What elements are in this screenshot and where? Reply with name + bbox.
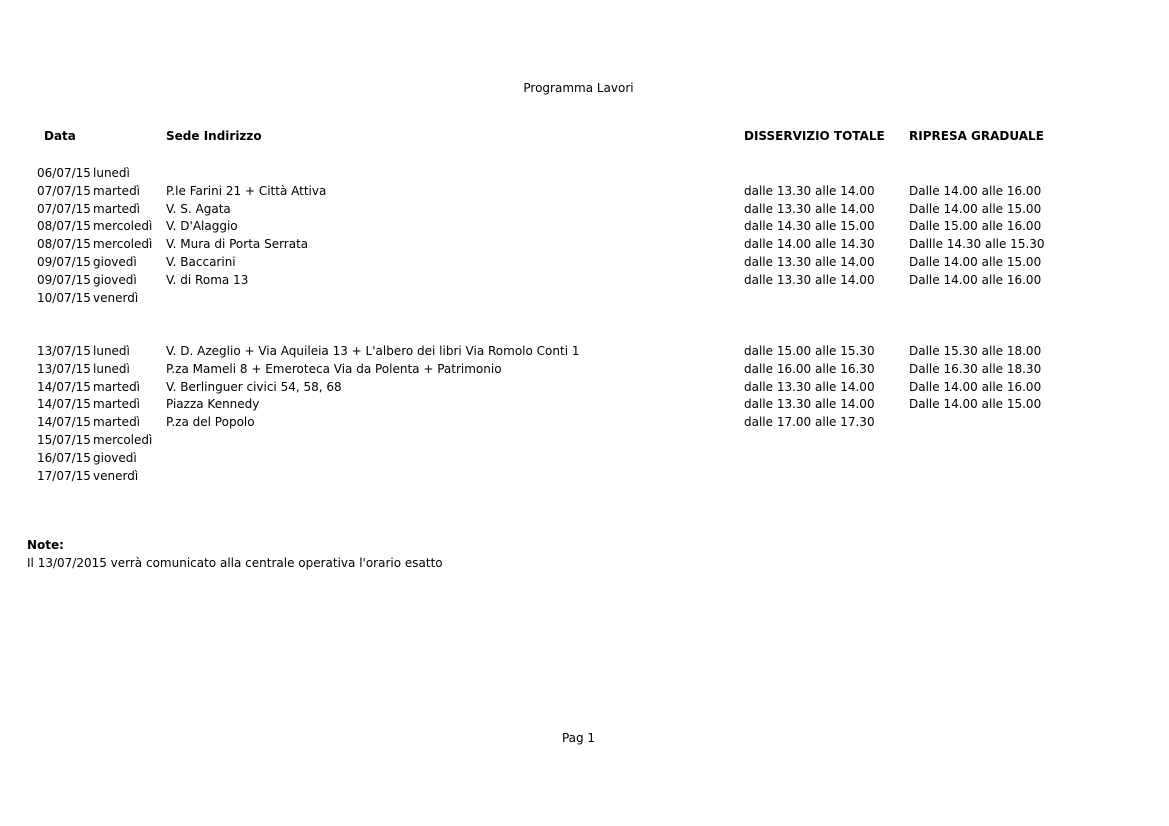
table-row <box>0 165 1169 183</box>
row-ripresa: Dallle 14.30 alle 15.30 <box>909 237 1045 252</box>
table-row <box>0 379 1169 397</box>
row-ripresa: Dalle 15.00 alle 16.00 <box>909 219 1042 234</box>
row-disservizio: dalle 13.30 alle 14.00 <box>744 397 875 412</box>
row-disservizio: dalle 16.00 alle 16.30 <box>744 361 875 376</box>
row-ripresa: Dalle 14.00 alle 15.00 <box>909 254 1042 269</box>
table-row <box>0 272 1169 290</box>
row-day: martedì <box>93 415 141 430</box>
row-address: V. di Roma 13 <box>166 272 249 287</box>
row-address: P.za del Popolo <box>166 415 255 430</box>
row-disservizio: dalle 13.30 alle 14.00 <box>744 379 875 394</box>
table-row <box>0 361 1169 379</box>
row-day: martedì <box>93 183 141 198</box>
row-day: venerdì <box>93 468 139 483</box>
row-address: V. S. Agata <box>166 201 231 216</box>
row-disservizio: dalle 13.30 alle 14.00 <box>744 183 875 198</box>
row-address: Piazza Kennedy <box>166 397 260 412</box>
row-day: mercoledì <box>93 432 153 447</box>
table-row <box>0 432 1169 450</box>
table-row <box>0 343 1169 361</box>
row-ripresa: Dalle 14.00 alle 15.00 <box>909 397 1042 412</box>
row-disservizio: dalle 14.30 alle 15.00 <box>744 219 875 234</box>
row-address: V. Baccarini <box>166 254 236 269</box>
row-ripresa: Dalle 14.00 alle 16.00 <box>909 272 1042 287</box>
page-number: Pag 1 <box>561 731 596 745</box>
row-day: giovedì <box>93 254 137 269</box>
row-disservizio: dalle 13.30 alle 14.00 <box>744 272 875 287</box>
row-day: mercoledì <box>93 219 153 234</box>
row-date: 14/07/15 <box>37 415 91 430</box>
row-address: V. Mura di Porta Serrata <box>166 237 309 252</box>
table-row <box>0 218 1169 236</box>
row-day: venerdì <box>93 290 139 305</box>
table-row <box>0 290 1169 308</box>
row-address: V. D'Alaggio <box>166 219 238 234</box>
row-ripresa: Dalle 15.30 alle 18.00 <box>909 343 1042 358</box>
row-date: 09/07/15 <box>37 272 91 287</box>
row-address: V. Berlinguer civici 54, 58, 68 <box>166 379 342 394</box>
row-date: 07/07/15 <box>37 183 91 198</box>
row-date: 07/07/15 <box>37 201 91 216</box>
row-date: 15/07/15 <box>37 432 91 447</box>
row-ripresa: Dalle 14.00 alle 16.00 <box>909 183 1042 198</box>
row-day: giovedì <box>93 450 137 465</box>
row-day: lunedì <box>93 361 130 376</box>
note-label: Note: <box>27 538 64 552</box>
row-day: giovedì <box>93 272 137 287</box>
row-date: 13/07/15 <box>37 343 91 358</box>
row-date: 08/07/15 <box>37 237 91 252</box>
row-date: 14/07/15 <box>37 397 91 412</box>
row-date: 08/07/15 <box>37 219 91 234</box>
header-ripresa-graduale: RIPRESA GRADUALE <box>909 129 1044 143</box>
row-address: P.le Farini 21 + Città Attiva <box>166 183 327 198</box>
table-row <box>0 183 1169 201</box>
row-date: 17/07/15 <box>37 468 91 483</box>
row-date: 16/07/15 <box>37 450 91 465</box>
row-disservizio: dalle 15.00 alle 15.30 <box>744 343 875 358</box>
row-date: 13/07/15 <box>37 361 91 376</box>
schedule-table <box>0 165 1169 485</box>
row-day: martedì <box>93 201 141 216</box>
table-row <box>0 414 1169 432</box>
table-row <box>0 236 1169 254</box>
table-row <box>0 450 1169 468</box>
page-title: Programma Lavori <box>523 81 634 95</box>
table-row <box>0 468 1169 486</box>
row-disservizio: dalle 13.30 alle 14.00 <box>744 254 875 269</box>
row-disservizio: dalle 13.30 alle 14.00 <box>744 201 875 216</box>
row-date: 14/07/15 <box>37 379 91 394</box>
table-row <box>0 396 1169 414</box>
note-text: Il 13/07/2015 verrà comunicato alla centrale operativa l'orario esatto <box>27 556 443 570</box>
row-ripresa: Dalle 14.00 alle 15.00 <box>909 201 1042 216</box>
row-date: 06/07/15 <box>37 166 91 180</box>
header-sede-indirizzo: Sede Indirizzo <box>166 129 262 143</box>
row-date: 09/07/15 <box>37 254 91 269</box>
row-day: mercoledì <box>93 237 153 252</box>
row-disservizio: dalle 14.00 alle 14.30 <box>744 237 875 252</box>
table-row <box>0 201 1169 219</box>
row-day: martedì <box>93 379 141 394</box>
row-day: lunedì <box>93 343 130 358</box>
table-row <box>0 254 1169 272</box>
row-address: P.za Mameli 8 + Emeroteca Via da Polenta + Patrimonio <box>166 361 502 376</box>
row-address: V. D. Azeglio + Via Aquileia 13 + L'albero dei libri Via Romolo Conti 1 <box>166 343 580 358</box>
row-date: 10/07/15 <box>37 290 91 305</box>
header-disservizio-totale: DISSERVIZIO TOTALE <box>744 129 885 143</box>
row-ripresa: Dalle 16.30 alle 18.30 <box>909 361 1042 376</box>
row-spacer <box>0 307 1169 343</box>
row-day: martedì <box>93 397 141 412</box>
header-data: Data <box>44 129 76 143</box>
row-day: lunedì <box>93 166 130 180</box>
row-ripresa: Dalle 14.00 alle 16.00 <box>909 379 1042 394</box>
row-disservizio: dalle 17.00 alle 17.30 <box>744 415 875 430</box>
